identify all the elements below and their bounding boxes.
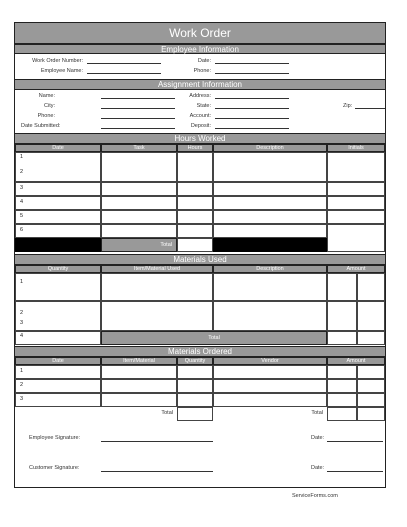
form-title: Work Order xyxy=(15,23,385,44)
ord-cell-item-1[interactable] xyxy=(101,365,177,379)
hours-cell-date-6[interactable] xyxy=(15,224,101,238)
hours-row-num-3: 3 xyxy=(20,185,24,191)
hours-cell-task-1[interactable] xyxy=(101,152,177,182)
signature-date-field-1[interactable] xyxy=(327,441,383,442)
zip-label: Zip: xyxy=(343,103,353,109)
work-order-number-label: Work Order Number: xyxy=(32,58,83,64)
employee-name-field[interactable] xyxy=(87,73,161,74)
ord-cell-item-2[interactable] xyxy=(101,379,177,393)
mat-row-num-4: 4 xyxy=(20,333,24,339)
employee-signature-label: Employee Signature: xyxy=(29,435,81,441)
col-mat-description: Description xyxy=(213,265,327,273)
col-date: Date xyxy=(15,144,101,152)
hours-cell-task-4[interactable] xyxy=(101,196,177,210)
mat-cell-amt-3a[interactable] xyxy=(327,301,357,331)
mat-cell-amt-1a[interactable] xyxy=(327,273,357,301)
hours-row-num-1: 1 xyxy=(20,154,24,160)
ord-cell-amt-3b[interactable] xyxy=(357,393,385,407)
col-mat-amount: Amount xyxy=(327,265,385,273)
state-field[interactable] xyxy=(215,108,289,109)
col-quantity: Quantity xyxy=(15,265,101,273)
ord-cell-qty-3[interactable] xyxy=(177,393,213,407)
assign-name-field[interactable] xyxy=(101,98,175,99)
customer-signature-field[interactable] xyxy=(101,471,213,472)
hours-total-field[interactable] xyxy=(177,238,213,252)
ord-total-field[interactable] xyxy=(177,407,213,421)
assign-name-label: Name: xyxy=(38,93,55,99)
hours-total-label: Total xyxy=(101,238,177,252)
mat-row-num-2: 2 xyxy=(20,310,24,316)
signature-date-label-1: Date: xyxy=(311,435,325,441)
hours-cell-date-1[interactable] xyxy=(15,152,101,182)
hours-worked-table xyxy=(15,144,385,254)
hours-worked-heading: Hours Worked xyxy=(15,133,385,144)
ord-cell-item-3[interactable] xyxy=(101,393,177,407)
mat-row-num-1: 1 xyxy=(20,279,24,285)
mat-total-label: Total xyxy=(101,331,327,345)
signature-date-label-2: Date: xyxy=(311,465,325,471)
hours-cell-desc-6[interactable] xyxy=(213,224,327,238)
date-submitted-label: Date Submitted: xyxy=(21,123,61,129)
col-ord-date: Date xyxy=(15,357,101,365)
mat-cell-qty-3[interactable] xyxy=(15,301,101,331)
date-submitted-field[interactable] xyxy=(101,128,175,129)
mat-cell-qty-4[interactable] xyxy=(15,331,101,345)
col-description: Description xyxy=(213,144,327,152)
ord-row-num-1: 1 xyxy=(20,368,24,374)
ord-cell-amt-2b[interactable] xyxy=(357,379,385,393)
assign-city-field[interactable] xyxy=(101,108,175,109)
hours-cell-task-6[interactable] xyxy=(101,224,177,238)
ord-cell-amt-3a[interactable] xyxy=(327,393,357,407)
phone-field[interactable] xyxy=(215,73,289,74)
hours-row-num-6: 6 xyxy=(20,227,24,233)
address-field[interactable] xyxy=(215,98,289,99)
ord-cell-amt-2a[interactable] xyxy=(327,379,357,393)
hours-cell-init-1[interactable] xyxy=(327,152,385,182)
hours-cell-hours-4[interactable] xyxy=(177,196,213,210)
ord-cell-vendor-3[interactable] xyxy=(213,393,327,407)
ord-cell-qty-2[interactable] xyxy=(177,379,213,393)
account-field[interactable] xyxy=(215,118,289,119)
mat-total-field-b[interactable] xyxy=(357,331,385,345)
hours-cell-init-3[interactable] xyxy=(327,182,385,196)
hours-cell-date-3[interactable] xyxy=(15,182,101,196)
materials-used-table xyxy=(15,265,385,345)
hours-row-num-4: 4 xyxy=(20,199,24,205)
col-initials: Initials xyxy=(327,144,385,152)
mat-total-field-a[interactable] xyxy=(327,331,357,345)
employee-signature-field[interactable] xyxy=(101,441,213,442)
assign-city-label: City: xyxy=(44,103,55,109)
hours-row-num-5: 5 xyxy=(20,213,24,219)
ord-cell-vendor-1[interactable] xyxy=(213,365,327,379)
col-ord-amount: Amount xyxy=(327,357,385,365)
mat-cell-item-1[interactable] xyxy=(101,273,213,301)
hours-cell-hours-3[interactable] xyxy=(177,182,213,196)
assign-phone-field[interactable] xyxy=(101,118,175,119)
employee-info-heading: Employee Information xyxy=(15,44,385,54)
hours-cell-task-3[interactable] xyxy=(101,182,177,196)
ord-total-label: Total xyxy=(161,410,173,416)
mat-cell-desc-1[interactable] xyxy=(213,273,327,301)
work-order-number-field[interactable] xyxy=(87,63,161,64)
ord-cell-qty-1[interactable] xyxy=(177,365,213,379)
hours-cell-init-6[interactable] xyxy=(327,224,385,252)
ord-row-num-3: 3 xyxy=(20,396,24,402)
hours-blackout-left xyxy=(15,238,101,252)
state-label: State: xyxy=(196,103,211,109)
mat-cell-desc-3[interactable] xyxy=(213,301,327,331)
hours-cell-hours-5[interactable] xyxy=(177,210,213,224)
hours-cell-desc-5[interactable] xyxy=(213,210,327,224)
ord-total-field-2b[interactable] xyxy=(357,407,385,421)
ord-cell-amt-1b[interactable] xyxy=(357,365,385,379)
ord-cell-date-2[interactable] xyxy=(15,379,101,393)
col-ord-vendor: Vendor xyxy=(213,357,327,365)
hours-cell-init-5[interactable] xyxy=(327,210,385,224)
ord-total-label-2: Total xyxy=(311,410,323,416)
hours-cell-hours-1[interactable] xyxy=(177,152,213,182)
hours-cell-desc-4[interactable] xyxy=(213,196,327,210)
assign-phone-label: Phone: xyxy=(37,113,55,119)
hours-cell-hours-6[interactable] xyxy=(177,224,213,238)
footer-brand: ServiceForms.com xyxy=(292,493,338,499)
zip-field[interactable] xyxy=(355,108,385,109)
mat-cell-amt-3b[interactable] xyxy=(357,301,385,331)
deposit-label: Deposit: xyxy=(190,123,211,129)
ord-cell-date-1[interactable] xyxy=(15,365,101,379)
hours-cell-desc-1[interactable] xyxy=(213,152,327,182)
signature-date-field-2[interactable] xyxy=(327,471,383,472)
ord-row-num-2: 2 xyxy=(20,382,24,388)
materials-used-heading: Materials Used xyxy=(15,254,385,265)
col-ord-quantity: Quantity xyxy=(177,357,213,365)
mat-cell-item-3[interactable] xyxy=(101,301,213,331)
deposit-field[interactable] xyxy=(215,128,289,129)
hours-cell-init-4[interactable] xyxy=(327,196,385,210)
hours-cell-date-4[interactable] xyxy=(15,196,101,210)
col-hours: Hours xyxy=(177,144,213,152)
materials-ordered-heading: Materials Ordered xyxy=(15,346,385,357)
account-label: Account: xyxy=(189,113,211,119)
date-label: Date: xyxy=(197,58,211,64)
phone-label: Phone: xyxy=(193,68,211,74)
form-frame xyxy=(14,22,386,488)
hours-cell-task-5[interactable] xyxy=(101,210,177,224)
materials-ordered-table xyxy=(15,357,385,421)
employee-name-label: Employee Name: xyxy=(40,68,83,74)
ord-cell-amt-1a[interactable] xyxy=(327,365,357,379)
address-label: Address: xyxy=(189,93,211,99)
customer-signature-label: Customer Signature: xyxy=(29,465,80,471)
col-task: Task xyxy=(101,144,177,152)
hours-blackout-right xyxy=(213,238,327,252)
mat-cell-qty-1[interactable] xyxy=(15,273,101,301)
col-item-used: Item/Material Used xyxy=(101,265,213,273)
col-ord-item: Item/Material xyxy=(101,357,177,365)
hours-row-num-2: 2 xyxy=(20,169,24,175)
ord-cell-vendor-2[interactable] xyxy=(213,379,327,393)
ord-cell-date-3[interactable] xyxy=(15,393,101,407)
hours-cell-date-5[interactable] xyxy=(15,210,101,224)
mat-row-num-3: 3 xyxy=(20,320,24,326)
date-field[interactable] xyxy=(215,63,289,64)
assignment-info-heading: Assignment Information xyxy=(15,79,385,90)
hours-cell-desc-3[interactable] xyxy=(213,182,327,196)
mat-cell-amt-1b[interactable] xyxy=(357,273,385,301)
ord-total-field-2a[interactable] xyxy=(327,407,357,421)
